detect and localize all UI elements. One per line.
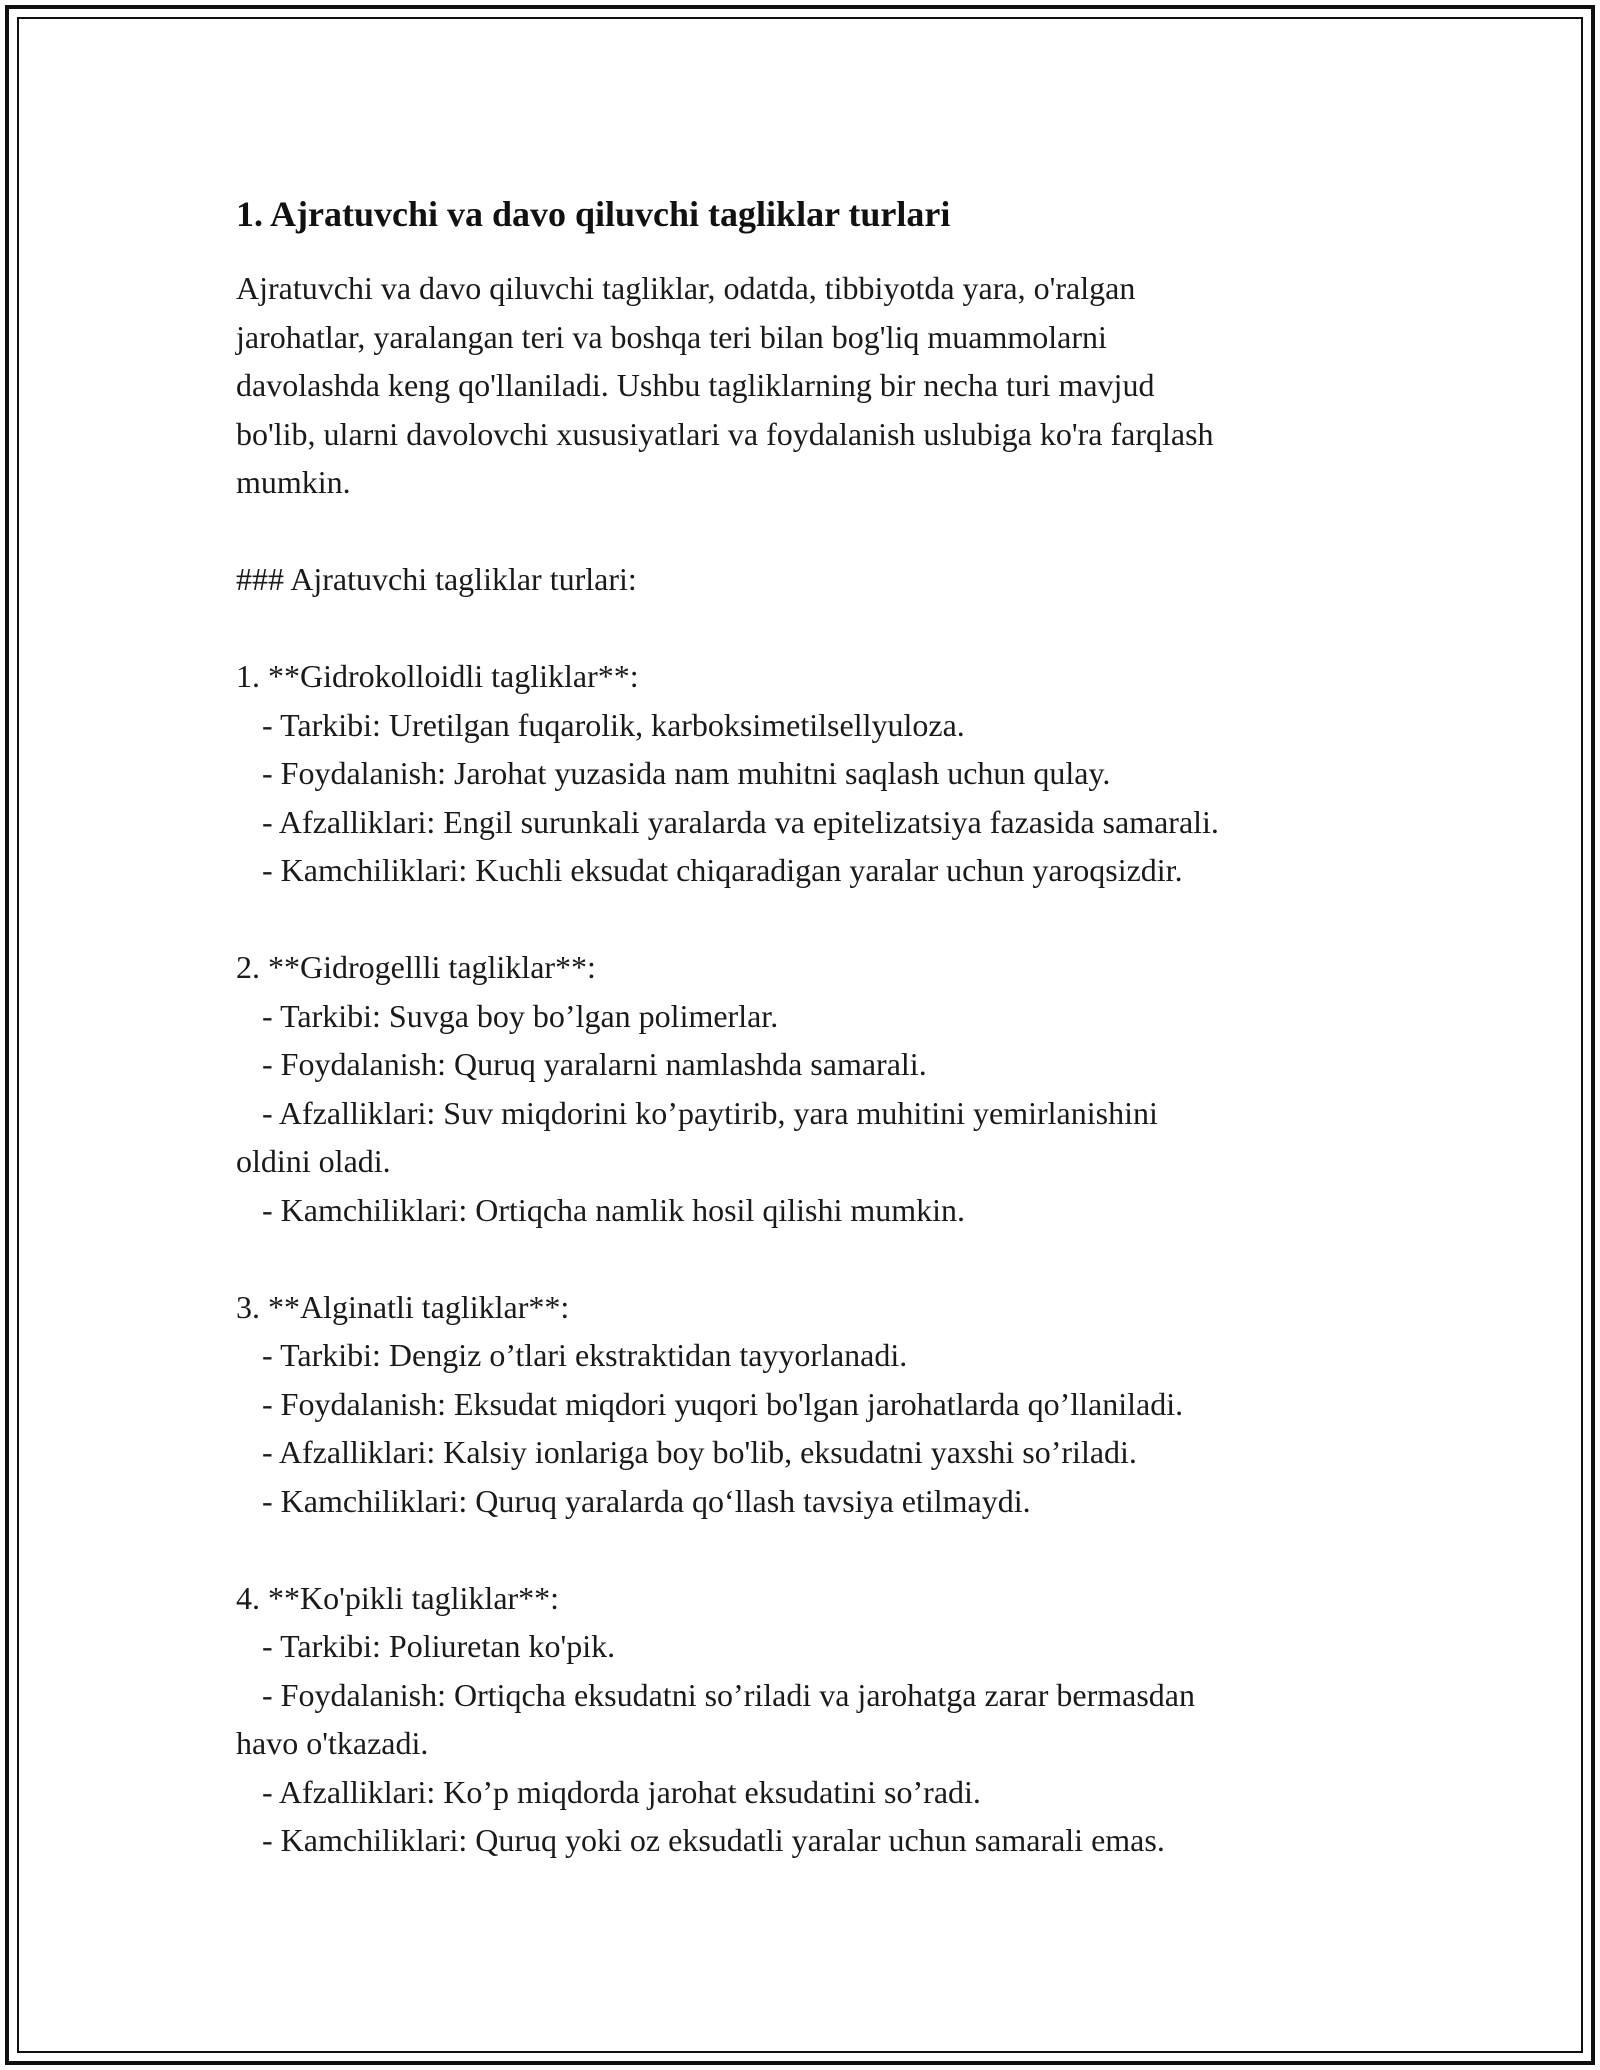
section-item: - Foydalanish: Eksudat miqdori yuqori bo'lgan jarohatlarda qo’llaniladi. [262,1385,1184,1422]
blank-line [236,1525,1386,1574]
blank-line [236,604,1386,653]
section-kopikli [236,1574,1386,1865]
section-heading: 3. **Alginatli tagliklar**: [236,1288,570,1325]
section-item: - Foydalanish: Jarohat yuzasida nam muhitni saqlash uchun qulay. [262,755,1111,791]
section-item: - Tarkibi: Dengiz o’tlari ekstraktidan tayyorlanadi. [262,1337,908,1373]
intro-line: davolashda keng qo'llaniladi. Ushbu tagliklarning bir necha turi mavjud [236,367,1155,403]
section-item-continuation: havo o'tkazadi. [236,1725,429,1761]
section-heading: 4. **Ko'pikli tagliklar**: [236,1579,560,1616]
blank-line [236,1234,1386,1283]
section-item: - Tarkibi: Poliuretan ko'pik. [262,1628,616,1664]
section-heading: 2. **Gidrogellli tagliklar**: [236,949,596,985]
section-item: - Kamchiliklari: Kuchli eksudat chiqaradigan yaralar uchun yaroqsizdir. [262,852,1183,888]
blank-line [236,507,1386,556]
section-item: - Foydalanish: Quruq yaralarni namlashda samarali. [262,1046,927,1082]
section-item: - Afzalliklari: Engil surunkali yaralarda va epitelizatsiya fazasida samarali. [262,803,1219,840]
section-item: - Kamchiliklari: Quruq yoki oz eksudatli yaralar uchun samarali emas. [262,1822,1165,1858]
intro-paragraph [236,264,1386,507]
section-item: - Afzalliklari: Suv miqdorini ko’paytirib, yara muhitini yemirlanishini [262,1094,1158,1131]
section-item: - Afzalliklari: Ko’p miqdorda jarohat eksudatini so’radi. [262,1773,981,1810]
document-body [236,190,1386,1865]
section-item: - Kamchiliklari: Quruq yaralarda qo‘llash tavsiya etilmaydi. [262,1482,1031,1519]
document-title: 1. Ajratuvchi va davo qiluvchi tagliklar turlari [236,194,951,234]
section-subheading: ### Ajratuvchi tagliklar turlari: [236,561,637,597]
section-gidrogellli [236,943,1386,1234]
intro-line: Ajratuvchi va davo qiluvchi tagliklar, odatda, tibbiyotda yara, o'ralgan [236,270,1136,306]
section-item: - Tarkibi: Suvga boy bo’lgan polimerlar. [262,997,779,1034]
section-item: - Tarkibi: Uretilgan fuqarolik, karboksimetilsellyuloza. [262,706,965,743]
section-item: - Foydalanish: Ortiqcha eksudatni so’riladi va jarohatga zarar bermasdan [262,1676,1195,1713]
section-alginatli [236,1283,1386,1526]
intro-line: mumkin. [236,464,351,500]
blank-line [236,895,1386,944]
section-item-continuation: oldini oladi. [236,1143,391,1179]
section-heading: 1. **Gidrokolloidli tagliklar**: [236,658,639,694]
intro-line: bo'lib, ularni davolovchi xususiyatlari va foydalanish uslubiga ko'ra farqlash [236,415,1214,452]
intro-line: jarohatlar, yaralangan teri va boshqa teri bilan bog'liq muammolarni [236,318,1107,355]
section-item: - Afzalliklari: Kalsiy ionlariga boy bo'lib, eksudatni yaxshi so’riladi. [262,1434,1137,1470]
section-item: - Kamchiliklari: Ortiqcha namlik hosil qilishi mumkin. [262,1191,966,1228]
section-gidrokolloidli [236,652,1386,895]
